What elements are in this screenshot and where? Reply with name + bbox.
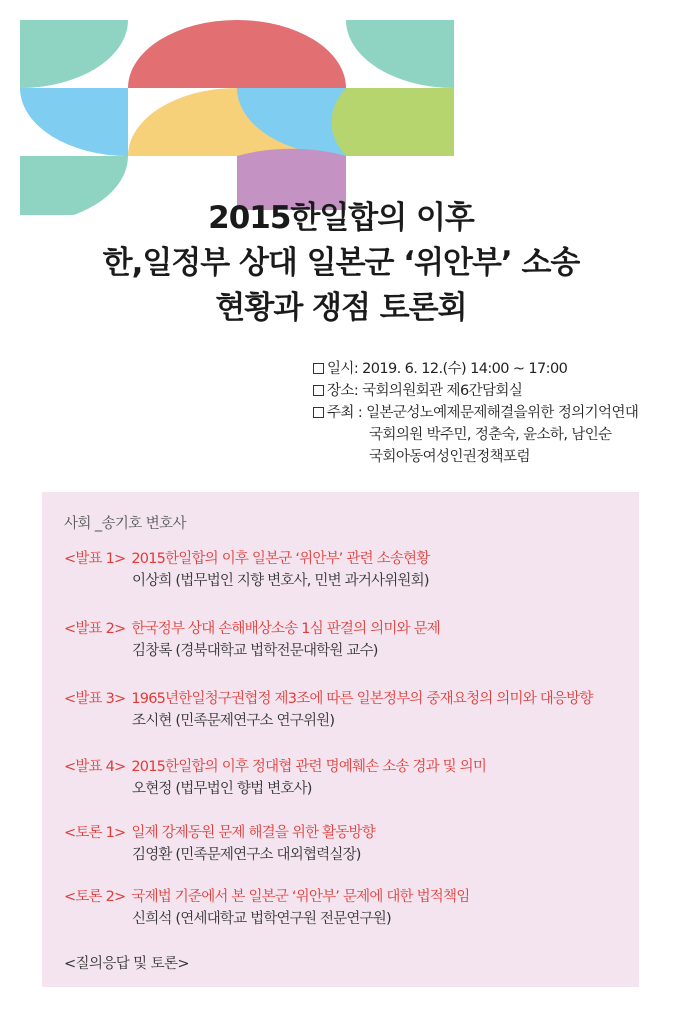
decorative-pattern <box>0 0 682 215</box>
host-value-1: 일본군성노예제문제해결을위한 정의기억연대 <box>366 405 639 421</box>
qa-label: <질의응답 및 토론> <box>64 956 189 972</box>
moderator: 사회 _송기호 변호사 <box>64 516 186 532</box>
venue-row <box>313 380 673 402</box>
event-info <box>313 358 673 468</box>
item-speaker: 김영환 (민족문제연구소 대외협력실장) <box>132 847 361 863</box>
item-speaker: 신희석 (연세대학교 법학연구원 전문연구원) <box>132 911 391 927</box>
item-tag: <토론 2> <box>64 889 126 905</box>
host-list <box>313 424 673 468</box>
title-line-2: 한,일정부 상대 일본군 ‘위안부’ 소송 <box>102 245 580 281</box>
program-item <box>64 618 440 662</box>
program-item <box>64 548 429 592</box>
item-title: 국제법 기준에서 본 일본군 ‘위안부’ 문제에 대한 법적책임 <box>131 889 470 905</box>
title-line-1: 2015한일합의 이후 <box>208 200 474 236</box>
item-tag: <발표 4> <box>64 759 126 775</box>
item-speaker: 김창록 (경북대학교 법학전문대학원 교수) <box>132 643 378 659</box>
square-bullet-icon <box>313 363 324 374</box>
item-speaker: 이상희 (법무법인 지향 변호사, 민변 과거사위원회) <box>132 573 429 589</box>
item-tag: <발표 1> <box>64 551 126 567</box>
host-label: 주최 : <box>327 405 363 421</box>
square-bullet-icon <box>313 385 324 396</box>
item-title: 1965년한일청구권협정 제3조에 따른 일본정부의 중재요청의 의미와 대응방향 <box>131 691 593 707</box>
venue-label: 장소: <box>327 383 359 399</box>
item-tag: <발표 3> <box>64 691 126 707</box>
item-speaker: 오현정 (법무법인 향법 변호사) <box>132 781 312 797</box>
square-bullet-icon <box>313 407 324 418</box>
item-title: 2015한일합의 이후 일본군 ‘위안부’ 관련 소송현황 <box>131 551 430 567</box>
host-value-3: 국회아동여성인권정책포럼 <box>369 449 530 465</box>
program-item <box>64 822 375 866</box>
item-title: 2015한일합의 이후 정대협 관련 명예훼손 소송 경과 및 의미 <box>131 759 487 775</box>
program-item <box>64 756 486 800</box>
host-row <box>313 402 673 424</box>
item-tag: <토론 1> <box>64 825 126 841</box>
item-title: 일제 강제동원 문제 해결을 위한 활동방향 <box>131 825 375 841</box>
item-title: 한국정부 상대 손해배상소송 1심 판결의 의미와 문제 <box>131 621 440 637</box>
program-item <box>64 886 469 930</box>
title-line-3: 현황과 쟁점 토론회 <box>215 290 467 326</box>
program-item <box>64 688 593 732</box>
date-value: 2019. 6. 12.(수) 14:00 ~ 17:00 <box>362 361 568 377</box>
program-panel <box>42 492 639 987</box>
date-label: 일시: <box>327 361 359 377</box>
date-row <box>313 358 673 380</box>
event-title <box>0 196 682 331</box>
host-value-2: 국회의원 박주민, 정춘숙, 윤소하, 남인순 <box>369 427 612 443</box>
item-speaker: 조시현 (민족문제연구소 연구위원) <box>132 713 335 729</box>
venue-value: 국회의원회관 제6간담회실 <box>362 383 523 399</box>
item-tag: <발표 2> <box>64 621 126 637</box>
